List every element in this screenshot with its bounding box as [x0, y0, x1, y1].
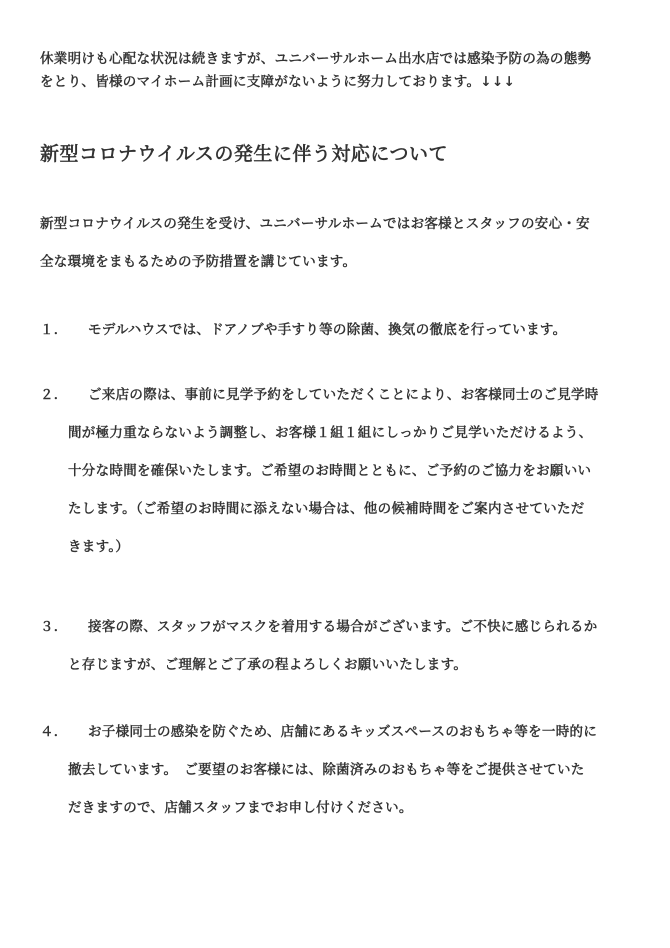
lead-line: 全な環境をまもるための予防措置を講じています。	[40, 254, 357, 270]
item-first-line: お子様同士の感染を防ぐため、店舗にあるキッズスペースのおもちゃ等を一時的に	[88, 724, 598, 740]
item-line: 間が極力重ならないよう調整し、お客様１組１組にしっかりご見学いただけるよう、	[68, 425, 593, 441]
item-line: たします。（ご希望のお時間に添えない場合は、他の候補時間をご案内させていただ	[68, 501, 585, 517]
intro-line: 休業明けも心配な状況は続きますが、ユニバーサルホーム出水店では感染予防の為の態勢	[40, 51, 592, 67]
item-number: １．	[40, 322, 68, 338]
item-first-line: モデルハウスでは、ドアノブや手すり等の除菌、換気の徹底を行っています。	[88, 322, 567, 338]
section-heading: 新型コロナウイルスの発生に伴う対応について	[40, 143, 448, 165]
item-continuation	[68, 751, 640, 827]
item-number: ３．	[40, 619, 68, 635]
item-number: ４．	[40, 724, 68, 740]
intro-line: をとり、皆様のマイホーム計画に支障がないように努力しております。↓↓↓	[40, 74, 516, 90]
intro-paragraph	[40, 48, 640, 94]
item-first-line: ご来店の際は、事前に見学予約をしていただくことにより、お客様同士のご見学時	[88, 387, 599, 403]
item-line: と存じますが、ご理解とご了承の程よろしくお願いいたします。	[68, 657, 468, 673]
lead-line: 新型コロナウイルスの発生を受け、ユニバーサルホームではお客様とスタッフの安心・安	[40, 216, 590, 232]
item-number: ２．	[40, 387, 68, 403]
item-line: 撤去しています。 ご要望のお客様には、除菌済みのおもちゃ等をご提供させていた	[68, 762, 585, 778]
item-continuation	[68, 414, 640, 566]
item-line: 十分な時間を確保いたします。ご希望のお時間とともに、ご予約のご協力をお願いい	[68, 463, 592, 479]
lead-paragraph	[40, 205, 640, 281]
item-continuation	[68, 646, 640, 684]
item-line: きます。）	[68, 539, 130, 555]
item-line: だきますので、店舗スタッフまでお申し付けください。	[68, 800, 413, 816]
item-first-line: 接客の際、スタッフがマスクを着用する場合がございます。ご不快に感じられるか	[88, 619, 598, 635]
